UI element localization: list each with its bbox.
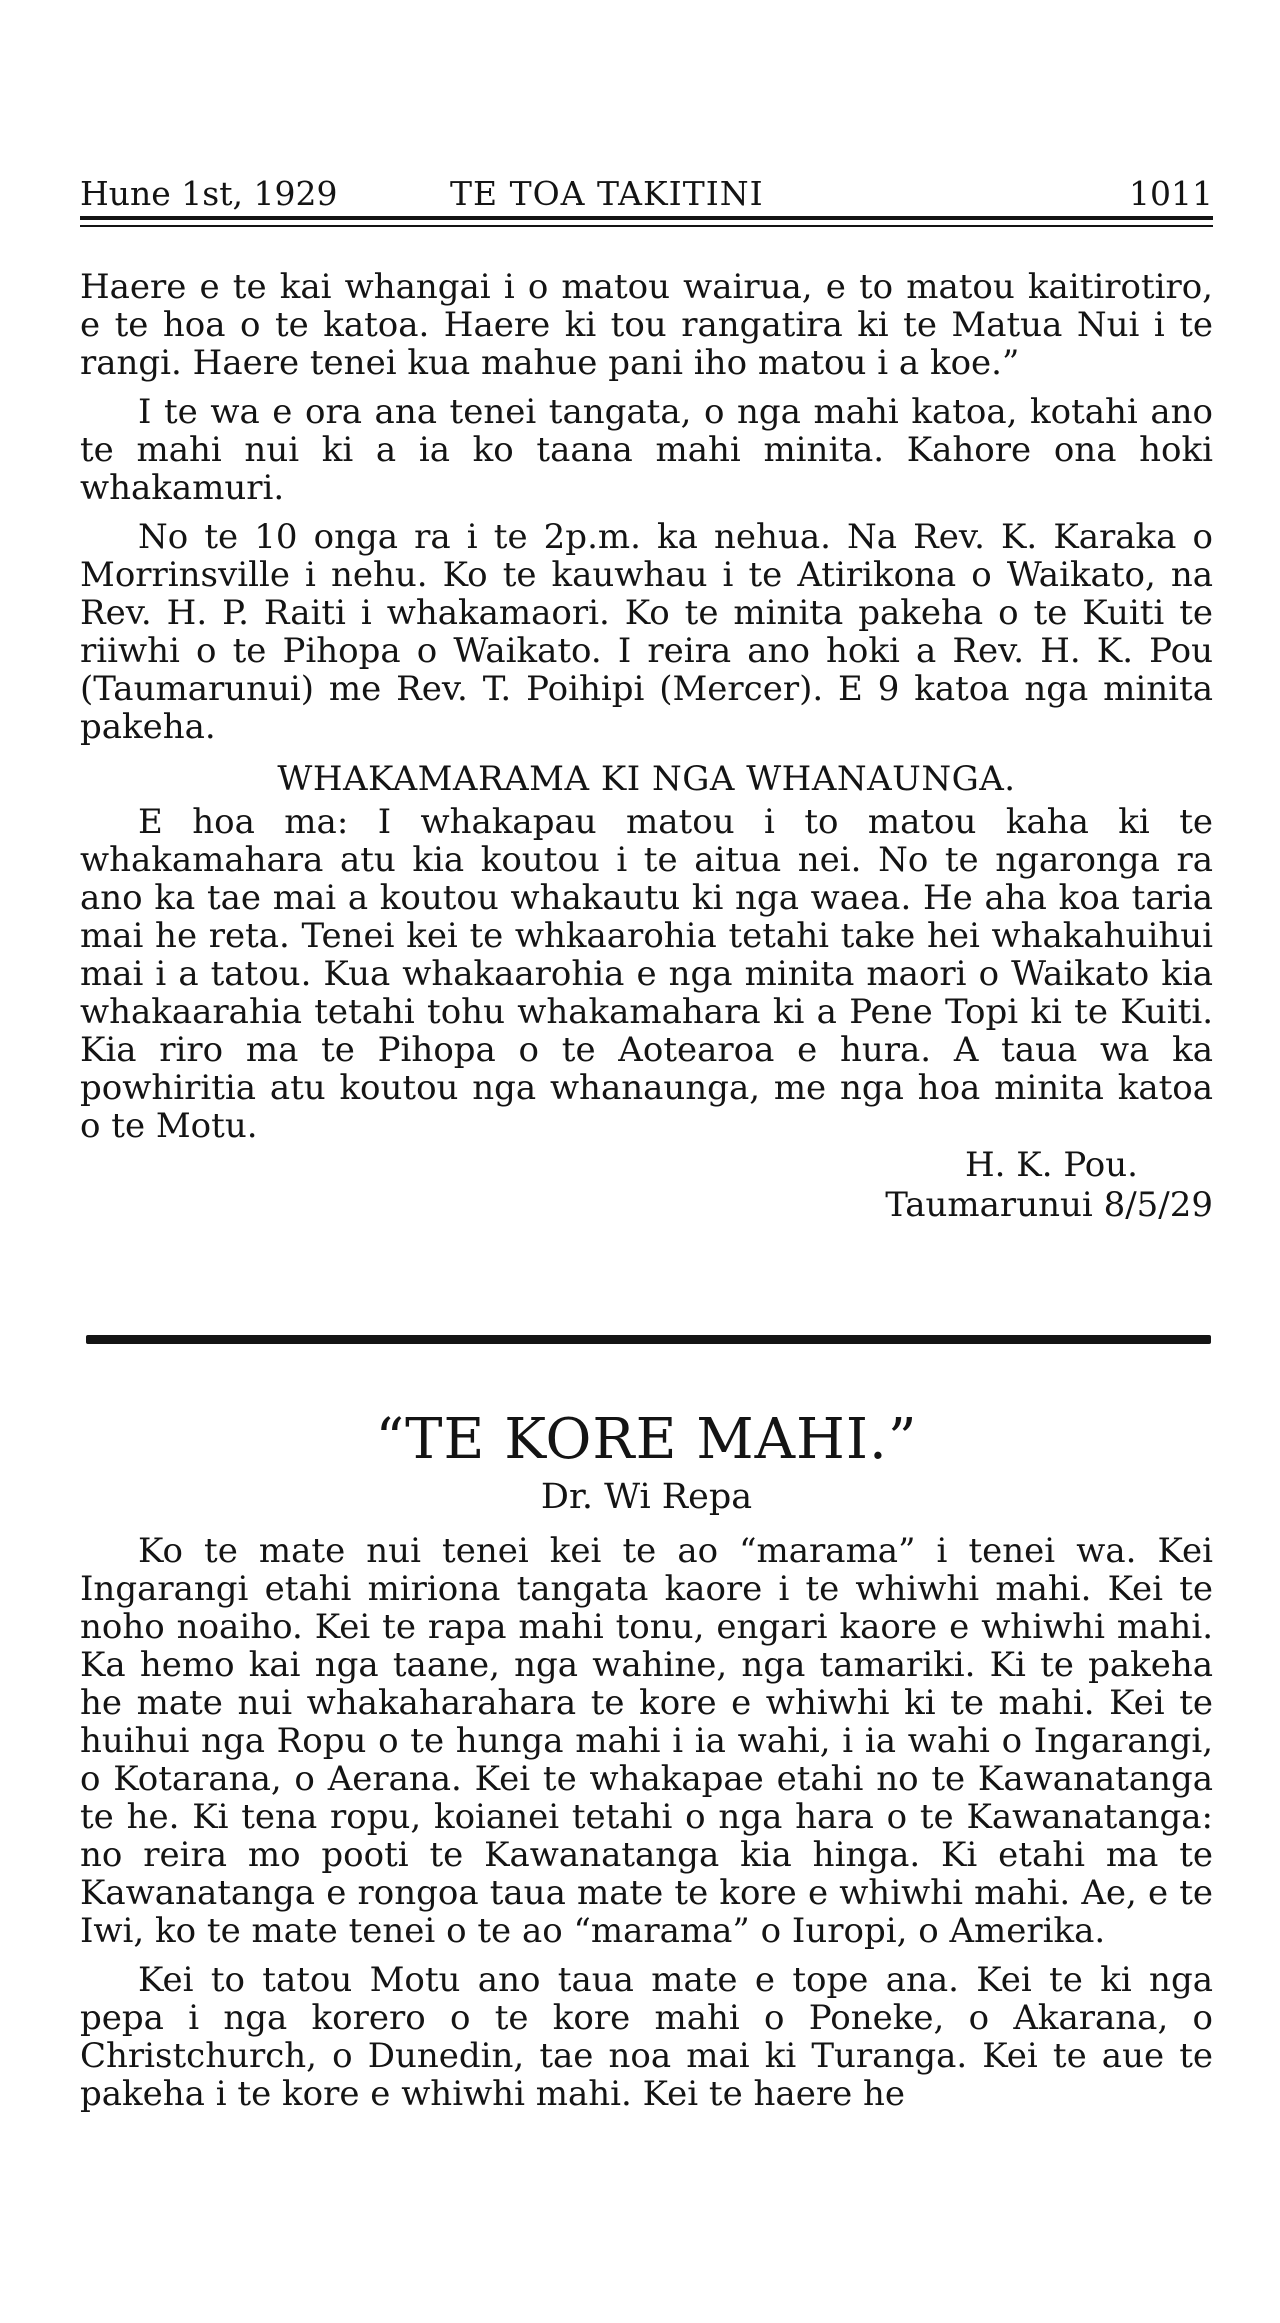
page-header [80, 172, 1213, 216]
letter-paragraph: E hoa ma: I whakapau matou i to matou kaha ki te whakamahara atu kia koutou i te aitua nei. No te ngaronga ra ano ka tae mai a koutou whakautu ki nga waea. He aha koa taria mai he reta. Tenei kei te whkaarohia tetahi take hei whakahuihui mai i a tatou. Kua whakaarohia e nga minita maori o Waikato kia whakaarahia tetahi tohu whakamahara ki a Pene Topi ki te Kuiti. Kia riro ma te Pihopa o te Aotearoa e hura. A taua wa ka powhiritia atu koutou nga whanaunga, me nga hoa minita katoa o te Motu. [80, 802, 1213, 1146]
subheading: WHAKAMARAMA KI NGA WHANAUNGA. [277, 759, 1016, 799]
header-title: TE TOA TAKITINI [450, 174, 764, 213]
article-byline: Dr. Wi Repa [540, 1477, 753, 1517]
signature-place-date: Taumarunui 8/5/29 [885, 1185, 1213, 1225]
section-obituary [80, 268, 1213, 1225]
header-rule-thin [80, 225, 1213, 227]
header-rule [80, 216, 1213, 220]
signature-name-text: H. K. Pou. [965, 1145, 1138, 1185]
paragraph: I te wa e ora ana tenei tangata, o nga mahi katoa, kotahi ano te mahi nui ki a ia ko taana mahi minita. Kahore ona hoki whakamuri. [80, 392, 1213, 508]
paragraph: Haere e te kai whangai i o matou wairua, e to matou kaitirotiro, e te hoa o te katoa. Haere ki tou rangatira ki te Matua Nui i te rangi. Haere tenei kua mahue pani iho matou i a koe.” [80, 267, 1213, 383]
section-divider [86, 1335, 1211, 1344]
article-title: “TE KORE MAHI.” [375, 1407, 918, 1472]
signature-name [80, 1145, 1213, 1185]
paragraph: Ko te mate nui tenei kei te ao “marama” i tenei wa. Kei Ingarangi etahi miriona tangata kaore i te whiwhi mahi. Kei te noho noaiho. Kei te rapa mahi tonu, engari kaore e whiwhi mahi. Ka hemo kai nga taane, nga wahine, nga tamariki. Ki te pakeha he mate nui whakaharahara te kore e whiwhi ki te mahi. Kei te huihui nga Ropu o te hunga mahi i ia wahi, i ia wahi o Ingarangi, o Kotarana, o Aerana. Kei te whakapae etahi no te Kawanatanga te he. Ki tena ropu, koianei tetahi o nga hara o te Kawanatanga: no reira mo pooti te Kawanatanga kia hinga. Ki etahi ma te Kawanatanga e rongoa taua mate te kore e whiwhi mahi. Ae, e te Iwi, ko te mate tenei o te ao “marama” o Iuropi, o Amerika. [80, 1531, 1213, 1951]
header-page-number: 1011 [1129, 174, 1213, 213]
header-date: Hune 1st, 1929 [80, 174, 338, 213]
paragraph: Kei to tatou Motu ano taua mate e tope ana. Kei te ki nga pepa i nga korero o te kore mahi o Poneke, o Akarana, o Christchurch, o Dunedin, tae noa mai ki Turanga. Kei te aue te pakeha i te kore e whiwhi mahi. Kei te haere he [80, 1960, 1213, 2114]
article-te-kore-mahi [80, 1408, 1213, 2113]
paragraph: No te 10 onga ra i te 2p.m. ka nehua. Na Rev. K. Karaka o Morrinsville i nehu. Ko te kauwhau i te Atirikona o Waikato, na Rev. H. P. Raiti i whakamaori. Ko te minita pakeha o te Kuiti te riiwhi o te Pihopa o Waikato. I reira ano hoki a Rev. H. K. Pou (Taumarunui) me Rev. T. Poihipi (Mercer). E 9 katoa nga minita pakeha. [80, 517, 1213, 747]
